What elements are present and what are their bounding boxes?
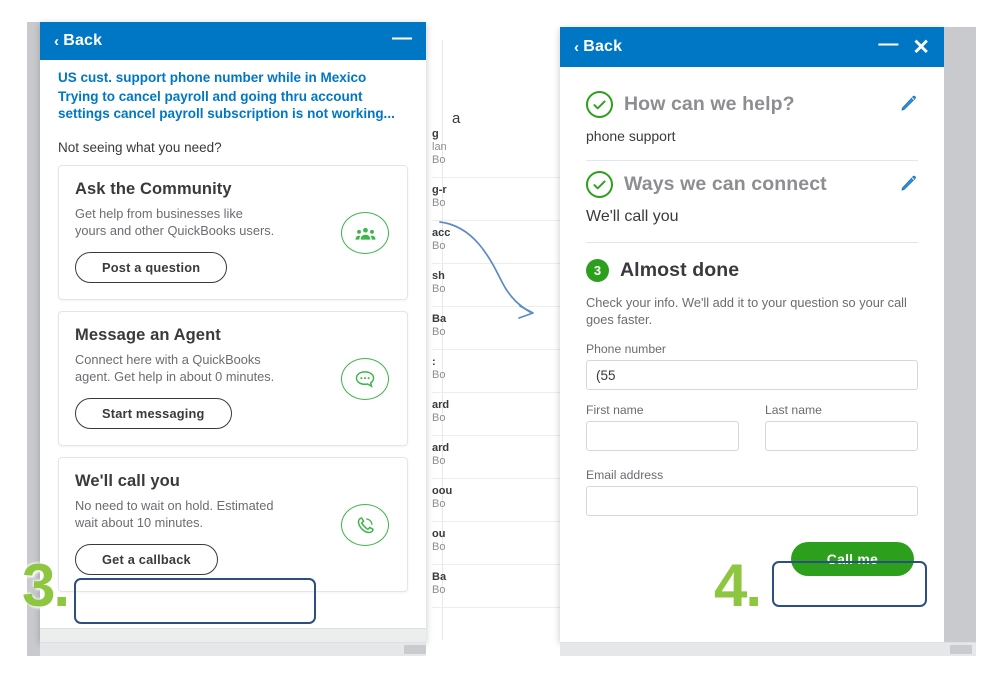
phone-number-input[interactable] xyxy=(586,360,918,390)
field-group-last-name xyxy=(765,403,918,451)
annotation-box-call-me xyxy=(772,561,927,607)
chevron-left-icon: ‹ xyxy=(574,38,580,56)
left-panel-titlebar xyxy=(40,22,426,60)
annotation-step-3: 3. xyxy=(22,552,69,619)
card-well-call-you[interactable] xyxy=(58,457,408,592)
section-title: Ways we can connect xyxy=(624,173,827,195)
not-seeing-prompt: Not seeing what you need? xyxy=(58,140,222,155)
background-text-line: Bo xyxy=(432,240,446,252)
phone-number-label: Phone number xyxy=(586,342,666,356)
section-value-ways-we-can-connect: We'll call you xyxy=(586,208,679,225)
background-text-line: : xyxy=(432,356,436,368)
background-divider xyxy=(432,564,572,565)
left-panel-horizontal-scrollbar[interactable] xyxy=(40,628,426,642)
divider xyxy=(586,242,918,243)
phone-handset-icon xyxy=(341,504,389,546)
right-panel-body xyxy=(560,67,944,576)
chevron-left-icon: ‹ xyxy=(54,32,60,50)
background-page-text xyxy=(432,60,572,630)
background-text-line: Ba xyxy=(432,571,447,583)
background-text-line: lan xyxy=(432,141,447,153)
background-text-line: sh xyxy=(432,270,445,282)
section-almost-done xyxy=(586,259,918,282)
annotation-step-4: 4. xyxy=(714,552,761,619)
background-text-row xyxy=(432,485,572,511)
background-divider xyxy=(432,478,572,479)
background-text-line: acc xyxy=(432,227,451,239)
background-divider xyxy=(432,392,572,393)
annotation-box-get-a-callback xyxy=(74,578,316,624)
close-icon[interactable]: ✕ xyxy=(912,35,930,59)
almost-done-helper-text: Check your info. We'll add it to your question so your call goes faster. xyxy=(586,295,907,327)
curved-arrow-icon xyxy=(432,196,552,341)
background-text-row xyxy=(432,528,572,554)
section-title: Almost done xyxy=(620,259,740,281)
card-body: Connect here with a QuickBooks agent. Get help in about 0 minutes. xyxy=(75,352,275,384)
card-body: Get help from businesses like yours and other QuickBooks users. xyxy=(75,206,275,238)
chat-bubble-icon xyxy=(341,358,389,400)
background-text-row xyxy=(432,128,572,167)
background-text-line: Bo xyxy=(432,498,446,510)
email-address-input[interactable] xyxy=(586,486,918,516)
first-name-label: First name xyxy=(586,403,644,417)
background-text-row xyxy=(432,442,572,468)
section-how-can-we-help xyxy=(586,91,918,118)
background-text-line: Bo xyxy=(432,154,446,166)
background-text-line: ard xyxy=(432,399,450,411)
background-text-line: oou xyxy=(432,485,453,497)
check-circle-icon xyxy=(586,171,613,198)
right-window-bottom-scroll-track[interactable] xyxy=(560,642,976,656)
background-text-line: Bo xyxy=(432,197,446,209)
section-ways-we-can-connect xyxy=(586,171,918,198)
left-back-label: Back xyxy=(63,32,103,49)
background-divider xyxy=(432,521,572,522)
section-value-how-can-we-help: phone support xyxy=(586,128,676,144)
background-text-row xyxy=(432,356,572,382)
background-text-line: ou xyxy=(432,528,446,540)
background-top-fragment: a xyxy=(452,110,461,127)
card-message-an-agent[interactable] xyxy=(58,311,408,446)
question-link-1[interactable]: US cust. support phone number while in Mexico xyxy=(58,70,367,85)
call-me-button[interactable]: Call me xyxy=(791,542,914,576)
field-group-phone xyxy=(586,342,918,390)
background-text-line: Bo xyxy=(432,412,446,424)
community-people-icon xyxy=(341,212,389,254)
get-a-callback-button[interactable]: Get a callback xyxy=(75,544,218,575)
background-text-line: g xyxy=(432,128,439,140)
left-back-button[interactable] xyxy=(54,32,102,50)
last-name-label: Last name xyxy=(765,403,822,417)
left-minimize-button[interactable]: — xyxy=(392,27,412,49)
left-window-bottom-scroll-track[interactable] xyxy=(40,642,426,656)
background-text-row xyxy=(432,399,572,425)
email-address-label: Email address xyxy=(586,468,664,482)
background-text-line: Ba xyxy=(432,313,447,325)
right-panel-titlebar xyxy=(560,27,944,67)
right-window-right-gutter xyxy=(944,27,976,642)
background-text-line: Bo xyxy=(432,541,446,553)
edit-pencil-icon[interactable] xyxy=(900,94,918,117)
check-circle-icon xyxy=(586,91,613,118)
help-panel-window xyxy=(40,22,426,642)
background-text-line: Bo xyxy=(432,283,446,295)
contact-us-modal xyxy=(560,27,944,642)
question-link-2[interactable]: Trying to cancel payroll and going thru account settings cancel payroll subscription is not working... xyxy=(58,89,395,121)
background-text-line: Bo xyxy=(432,584,446,596)
background-divider xyxy=(432,435,572,436)
step-number-badge: 3 xyxy=(586,259,609,282)
background-text-line: ard xyxy=(432,442,450,454)
card-title: Ask the Community xyxy=(75,180,232,198)
background-divider xyxy=(432,177,572,178)
background-text-line: g-r xyxy=(432,184,447,196)
background-text-line: Bo xyxy=(432,455,446,467)
card-title: We'll call you xyxy=(75,472,180,490)
background-divider xyxy=(432,607,572,608)
card-title: Message an Agent xyxy=(75,326,221,344)
background-text-line: Bo xyxy=(432,326,446,338)
divider xyxy=(586,160,918,161)
post-a-question-button[interactable]: Post a question xyxy=(75,252,227,283)
start-messaging-button[interactable]: Start messaging xyxy=(75,398,232,429)
left-panel-body xyxy=(40,60,426,592)
card-body: No need to wait on hold. Estimated wait about 10 minutes. xyxy=(75,498,274,530)
last-name-input[interactable] xyxy=(765,421,918,451)
edit-pencil-icon[interactable] xyxy=(900,174,918,197)
right-minimize-button[interactable]: — xyxy=(878,33,899,55)
section-title: How can we help? xyxy=(624,93,795,115)
background-text-row xyxy=(432,571,572,597)
field-group-email xyxy=(586,468,918,516)
field-group-first-name xyxy=(586,403,739,451)
first-name-input[interactable] xyxy=(586,421,739,451)
right-back-label: Back xyxy=(583,38,623,55)
background-text-line: Bo xyxy=(432,369,446,381)
background-divider xyxy=(432,349,572,350)
right-back-button[interactable] xyxy=(574,38,622,56)
card-ask-the-community[interactable] xyxy=(58,165,408,300)
